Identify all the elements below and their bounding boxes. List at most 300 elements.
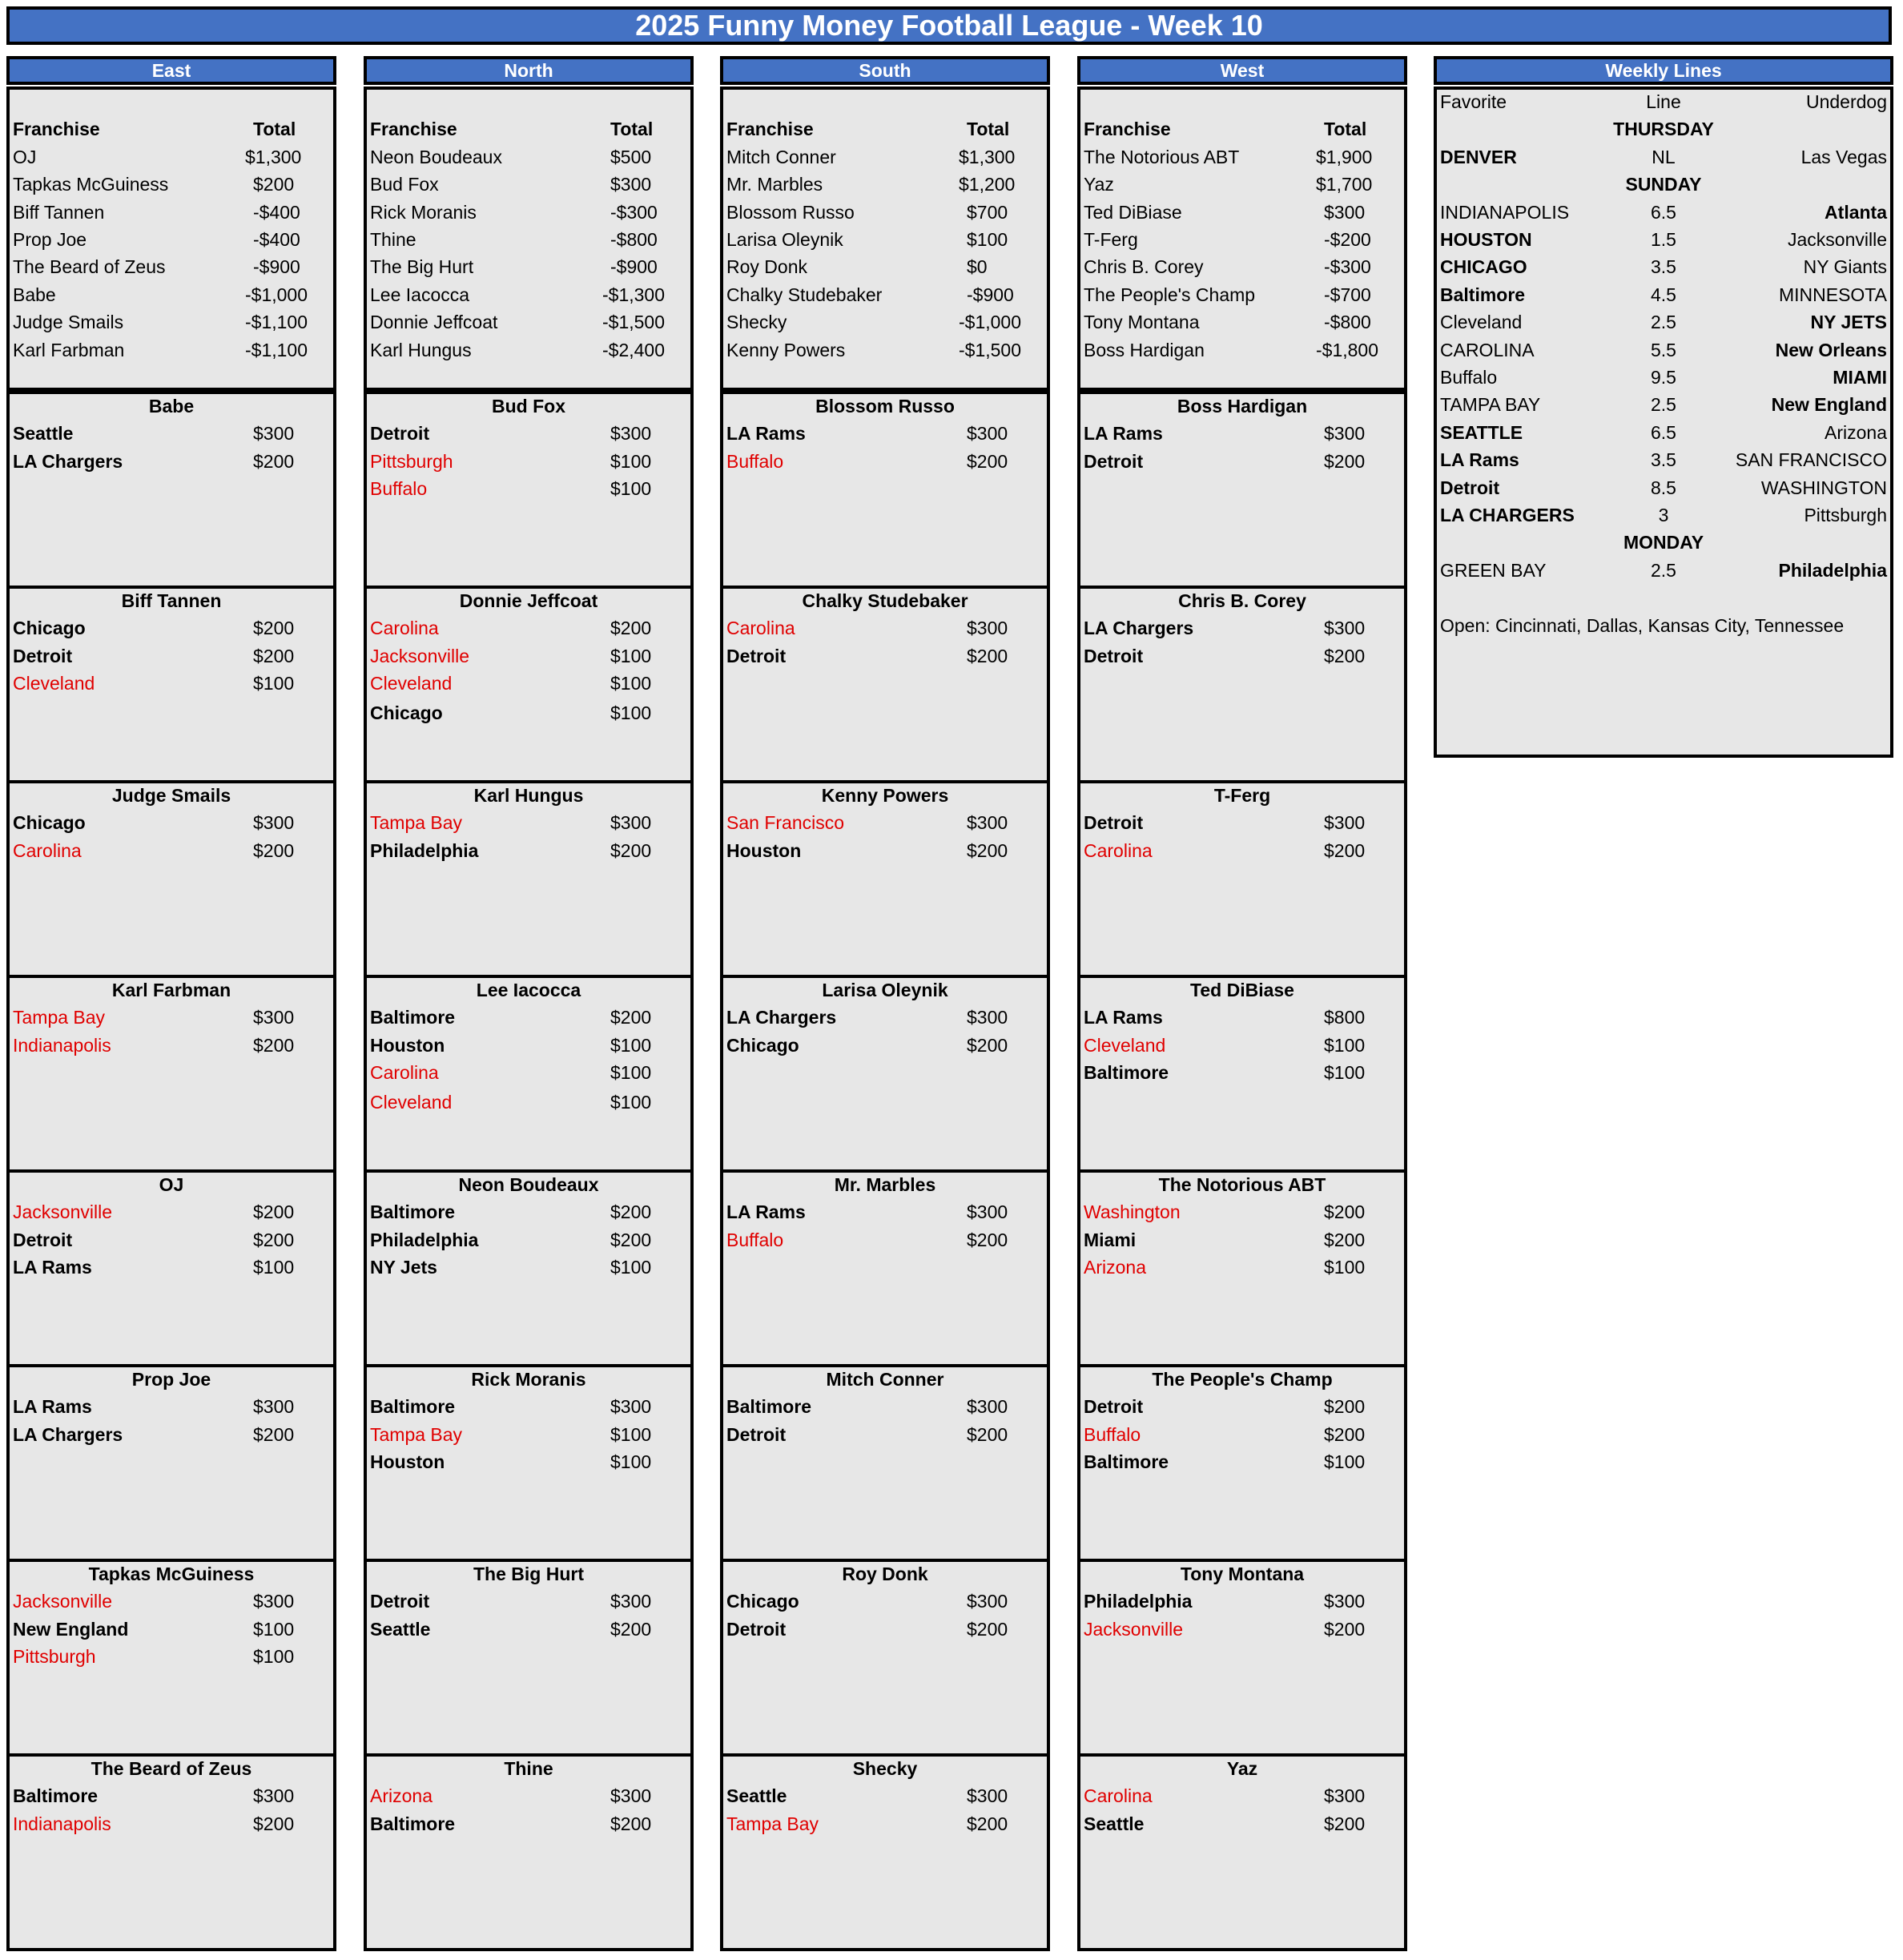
pick-row xyxy=(13,1616,333,1643)
franchise-card-title: Roy Donk xyxy=(842,1564,928,1584)
franchise-picks-card xyxy=(1077,780,1407,978)
franchise-card-title: Larisa Oleynik xyxy=(822,980,948,1000)
franchise-name: Blossom Russo xyxy=(726,201,855,223)
franchise-picks-card xyxy=(1077,1559,1407,1757)
division-header: East xyxy=(6,56,336,85)
pick-team: Detroit xyxy=(1084,450,1144,472)
point-spread: 6.5 xyxy=(1651,201,1676,223)
standings-row xyxy=(370,336,690,364)
pick-row xyxy=(1084,1782,1404,1809)
franchise-picks-card xyxy=(1077,975,1407,1173)
pick-row xyxy=(370,1198,690,1226)
pick-row xyxy=(726,1782,1047,1809)
pick-row xyxy=(13,1588,333,1615)
franchise-name: Ted DiBiase xyxy=(1084,201,1182,223)
pick-row xyxy=(13,1004,333,1031)
franchise-picks-card xyxy=(364,1559,694,1757)
weekly-lines-table xyxy=(1434,87,1893,758)
pick-row xyxy=(726,1004,1047,1031)
underdog-column-header: Underdog xyxy=(1805,91,1887,112)
franchise-name: Chris B. Corey xyxy=(1084,256,1204,278)
pick-amount: $300 xyxy=(253,812,295,834)
pick-row xyxy=(1084,642,1404,670)
division-column-east xyxy=(6,56,336,1948)
pick-team: Cleveland xyxy=(1084,1034,1166,1056)
point-spread: 3.5 xyxy=(1651,256,1676,278)
standings-row xyxy=(13,308,333,336)
pick-team: LA Chargers xyxy=(726,1007,837,1028)
pick-amount: $300 xyxy=(967,1007,1008,1028)
pick-row xyxy=(1084,809,1404,836)
point-spread: NL xyxy=(1652,146,1676,167)
pick-row xyxy=(13,1782,333,1809)
division-column-south xyxy=(720,56,1050,1948)
game-line-row xyxy=(1440,253,1887,280)
pick-amount: $300 xyxy=(967,1201,1008,1223)
franchise-name: The Notorious ABT xyxy=(1084,146,1240,167)
pick-amount: $100 xyxy=(1324,1257,1366,1278)
pick-amount: $100 xyxy=(1324,1062,1366,1084)
pick-team: Baltimore xyxy=(370,1201,456,1223)
point-spread: 5.5 xyxy=(1651,339,1676,360)
pick-team: Chicago xyxy=(370,702,443,723)
favorite-team: LA CHARGERS xyxy=(1440,505,1575,525)
pick-amount: $300 xyxy=(1324,812,1366,834)
pick-row xyxy=(370,1393,690,1420)
franchise-name: The People's Champ xyxy=(1084,284,1256,305)
pick-row xyxy=(1084,1393,1404,1420)
pick-amount: $200 xyxy=(253,1201,295,1223)
pick-row xyxy=(1084,1032,1404,1059)
franchise-card-title: Tony Montana xyxy=(1180,1564,1305,1584)
franchise-name: T-Ferg xyxy=(1084,229,1138,250)
total-column-header: Total xyxy=(1324,119,1367,140)
franchise-name: Prop Joe xyxy=(13,229,87,250)
franchise-total: -$1,500 xyxy=(602,312,666,333)
pick-amount: $100 xyxy=(610,450,652,472)
pick-row xyxy=(13,1226,333,1254)
pick-row xyxy=(13,642,333,670)
point-spread: 6.5 xyxy=(1651,421,1676,443)
pick-row xyxy=(726,1226,1047,1254)
underdog-team: NY Giants xyxy=(1803,256,1887,278)
franchise-card-title: Bud Fox xyxy=(492,396,565,417)
franchise-total: -$900 xyxy=(610,256,658,278)
underdog-team: Jacksonville xyxy=(1788,229,1887,250)
franchise-name: Boss Hardigan xyxy=(1084,339,1205,360)
franchise-total: $1,900 xyxy=(1316,146,1373,167)
pick-team: Pittsburgh xyxy=(370,450,453,472)
franchise-picks-card xyxy=(364,1364,694,1562)
page-title: 2025 Funny Money Football League - Week 10 xyxy=(6,6,1892,45)
franchise-total: -$400 xyxy=(253,201,300,223)
pick-amount: $300 xyxy=(967,1785,1008,1807)
franchise-total: -$400 xyxy=(253,229,300,250)
pick-amount: $200 xyxy=(1324,1813,1366,1834)
pick-row xyxy=(726,1032,1047,1059)
pick-team: Buffalo xyxy=(726,1229,784,1250)
underdog-team: Atlanta xyxy=(1825,201,1887,223)
point-spread: 2.5 xyxy=(1651,394,1676,416)
weekly-lines-header: Weekly Lines xyxy=(1434,56,1893,85)
pick-row xyxy=(1084,1810,1404,1837)
pick-amount: $200 xyxy=(610,618,652,639)
pick-amount: $300 xyxy=(610,423,652,445)
pick-row xyxy=(726,1393,1047,1420)
pick-team: Philadelphia xyxy=(1084,1591,1193,1612)
pick-team: Seattle xyxy=(370,1618,431,1640)
pick-team: Carolina xyxy=(1084,1785,1153,1807)
pick-team: Washington xyxy=(1084,1201,1181,1223)
pick-row xyxy=(13,1254,333,1281)
standings-row xyxy=(726,143,1047,171)
franchise-card-title: T-Ferg xyxy=(1213,785,1271,806)
pick-amount: $200 xyxy=(967,645,1008,666)
franchise-card-title: Mitch Conner xyxy=(826,1369,944,1390)
pick-amount: $300 xyxy=(253,1396,295,1418)
pick-team: Miami xyxy=(1084,1229,1137,1250)
standings-row xyxy=(1084,143,1404,171)
pick-amount: $100 xyxy=(1324,1451,1366,1473)
franchise-picks-card xyxy=(6,391,336,589)
pick-team: Detroit xyxy=(1084,812,1144,834)
pick-amount: $300 xyxy=(967,812,1008,834)
pick-row xyxy=(1084,1448,1404,1475)
pick-team: Philadelphia xyxy=(370,1229,479,1250)
pick-row xyxy=(13,1421,333,1448)
franchise-picks-card xyxy=(720,1559,1050,1757)
pick-amount: $300 xyxy=(610,812,652,834)
franchise-total: -$2,400 xyxy=(602,339,666,360)
franchise-card-title: Kenny Powers xyxy=(821,785,949,806)
pick-team: Baltimore xyxy=(370,1813,456,1834)
standings-table xyxy=(720,87,1050,391)
franchise-card-title: Rick Moranis xyxy=(471,1369,586,1390)
total-column-header: Total xyxy=(253,119,296,140)
franchise-picks-card xyxy=(720,391,1050,589)
standings-row xyxy=(370,226,690,253)
pick-team: Philadelphia xyxy=(370,839,479,861)
standings-row xyxy=(726,226,1047,253)
pick-row xyxy=(1084,1004,1404,1031)
franchise-total: -$800 xyxy=(610,229,658,250)
franchise-picks-card xyxy=(1077,586,1407,783)
game-line-row xyxy=(1440,501,1887,529)
pick-team: LA Chargers xyxy=(13,450,123,472)
point-spread: 8.5 xyxy=(1651,477,1676,498)
underdog-team: Arizona xyxy=(1825,421,1887,443)
pick-team: Seattle xyxy=(13,423,74,445)
pick-amount: $100 xyxy=(610,645,652,666)
franchise-picks-card xyxy=(364,1169,694,1367)
franchise-total: -$1,100 xyxy=(245,312,308,333)
favorite-team: HOUSTON xyxy=(1440,229,1532,250)
game-line-row xyxy=(1440,364,1887,391)
standings-row xyxy=(370,281,690,308)
pick-amount: $200 xyxy=(1324,839,1366,861)
franchise-name: Lee Iacocca xyxy=(370,284,470,305)
pick-row xyxy=(370,448,690,475)
pick-amount: $300 xyxy=(610,1591,652,1612)
pick-row xyxy=(370,1032,690,1059)
pick-row xyxy=(13,809,333,836)
pick-amount: $300 xyxy=(253,423,295,445)
point-spread: 9.5 xyxy=(1651,367,1676,388)
franchise-picks-card xyxy=(364,586,694,783)
point-spread: 3.5 xyxy=(1651,449,1676,471)
line-column-header: Line xyxy=(1646,91,1681,112)
division-column-west xyxy=(1077,56,1407,1948)
standings-row xyxy=(370,253,690,280)
standings-row xyxy=(1084,199,1404,226)
franchise-total: $1,300 xyxy=(959,146,1016,167)
pick-row xyxy=(726,1421,1047,1448)
franchise-picks-card xyxy=(720,975,1050,1173)
game-line-row xyxy=(1440,391,1887,418)
standings-row xyxy=(13,171,333,198)
pick-amount: $200 xyxy=(1324,1618,1366,1640)
pick-row xyxy=(370,809,690,836)
standings-row xyxy=(370,143,690,171)
underdog-team: SAN FRANCISCO xyxy=(1735,449,1887,471)
pick-team: Indianapolis xyxy=(13,1034,111,1056)
pick-team: LA Rams xyxy=(13,1396,92,1418)
pick-row xyxy=(370,420,690,447)
franchise-card-title: Boss Hardigan xyxy=(1177,396,1308,417)
pick-amount: $200 xyxy=(1324,645,1366,666)
pick-row xyxy=(1084,1421,1404,1448)
pick-row xyxy=(1084,1226,1404,1254)
standings-row xyxy=(1084,308,1404,336)
pick-team: Detroit xyxy=(13,1229,73,1250)
franchise-card-title: Mr. Marbles xyxy=(834,1174,936,1195)
franchise-name: Roy Donk xyxy=(726,256,807,278)
pick-amount: $200 xyxy=(610,1007,652,1028)
franchise-total: -$900 xyxy=(967,284,1014,305)
division-header: South xyxy=(720,56,1050,85)
favorite-team: CHICAGO xyxy=(1440,256,1527,278)
pick-row xyxy=(370,1059,690,1086)
franchise-total: $1,300 xyxy=(245,146,302,167)
pick-team: Tampa Bay xyxy=(370,812,463,834)
franchise-picks-card xyxy=(6,1753,336,1951)
pick-team: LA Rams xyxy=(1084,423,1163,445)
pick-amount: $200 xyxy=(967,1813,1008,1834)
pick-amount: $200 xyxy=(610,1229,652,1250)
franchise-picks-card xyxy=(6,1559,336,1757)
franchise-card-title: Blossom Russo xyxy=(815,396,955,417)
underdog-team: MINNESOTA xyxy=(1778,284,1887,305)
favorite-team: INDIANAPOLIS xyxy=(1440,201,1570,223)
pick-row xyxy=(370,837,690,864)
franchise-name: The Beard of Zeus xyxy=(13,256,166,278)
pick-team: Detroit xyxy=(726,1423,787,1445)
franchise-name: Mitch Conner xyxy=(726,146,836,167)
point-spread: 2.5 xyxy=(1651,559,1676,581)
franchise-total: -$200 xyxy=(1324,229,1371,250)
pick-row xyxy=(726,420,1047,447)
franchise-total: -$1,000 xyxy=(245,284,308,305)
game-line-row xyxy=(1440,557,1887,584)
pick-row xyxy=(370,1089,690,1116)
favorite-team: LA Rams xyxy=(1440,449,1519,471)
franchise-total: $500 xyxy=(610,146,652,167)
pick-team: Carolina xyxy=(13,839,82,861)
pick-amount: $200 xyxy=(253,618,295,639)
pick-amount: $100 xyxy=(253,1646,295,1668)
franchise-name: Tapkas McGuiness xyxy=(13,174,169,195)
franchise-picks-card xyxy=(720,586,1050,783)
pick-row xyxy=(13,1393,333,1420)
franchise-picks-card xyxy=(1077,1753,1407,1951)
pick-team: Arizona xyxy=(370,1785,432,1807)
pick-amount: $200 xyxy=(610,1813,652,1834)
franchise-name: Neon Boudeaux xyxy=(370,146,502,167)
franchise-picks-card xyxy=(6,975,336,1173)
franchise-card-title: Neon Boudeaux xyxy=(458,1174,599,1195)
pick-amount: $100 xyxy=(610,702,652,723)
pick-row xyxy=(13,1643,333,1670)
franchise-card-title: Judge Smails xyxy=(111,785,231,806)
pick-team: Tampa Bay xyxy=(13,1007,106,1028)
total-column-header: Total xyxy=(967,119,1010,140)
franchise-picks-card xyxy=(720,1169,1050,1367)
pick-amount: $100 xyxy=(610,1062,652,1084)
pick-row xyxy=(726,809,1047,836)
pick-team: New England xyxy=(13,1618,129,1640)
pick-row xyxy=(370,1226,690,1254)
pick-amount: $300 xyxy=(967,1396,1008,1418)
pick-team: Detroit xyxy=(726,1618,787,1640)
pick-team: Pittsburgh xyxy=(13,1646,96,1668)
franchise-name: Tony Montana xyxy=(1084,312,1200,333)
franchise-total: $1,700 xyxy=(1316,174,1373,195)
pick-amount: $800 xyxy=(1324,1007,1366,1028)
franchise-name: Karl Farbman xyxy=(13,339,125,360)
franchise-name: Thine xyxy=(370,229,416,250)
franchise-total: -$700 xyxy=(1324,284,1371,305)
underdog-team: New Orleans xyxy=(1775,339,1887,360)
pick-team: Jacksonville xyxy=(370,645,469,666)
pick-team: Baltimore xyxy=(370,1007,456,1028)
day-heading: THURSDAY xyxy=(1613,119,1714,140)
franchise-name: Biff Tannen xyxy=(13,201,105,223)
pick-team: Jacksonville xyxy=(1084,1618,1183,1640)
franchise-picks-card xyxy=(6,1364,336,1562)
pick-amount: $100 xyxy=(253,1257,295,1278)
pick-amount: $300 xyxy=(253,1007,295,1028)
pick-team: LA Rams xyxy=(726,1201,806,1223)
franchise-total: -$300 xyxy=(1324,256,1371,278)
franchise-card-title: Shecky xyxy=(852,1758,918,1779)
franchise-card-title: Ted DiBiase xyxy=(1190,980,1294,1000)
franchise-picks-card xyxy=(364,1753,694,1951)
pick-amount: $300 xyxy=(610,1785,652,1807)
pick-amount: $300 xyxy=(1324,618,1366,639)
franchise-total: $700 xyxy=(967,201,1008,223)
pick-row xyxy=(370,1421,690,1448)
franchise-name: Babe xyxy=(13,284,56,305)
pick-amount: $200 xyxy=(1324,1423,1366,1445)
point-spread: 3 xyxy=(1658,505,1669,525)
franchise-card-title: Babe xyxy=(148,396,195,417)
pick-team: Houston xyxy=(370,1034,445,1056)
favorite-team: GREEN BAY xyxy=(1440,559,1547,581)
pick-team: Baltimore xyxy=(1084,1451,1169,1473)
division-header: West xyxy=(1077,56,1407,85)
pick-team: Buffalo xyxy=(726,450,784,472)
pick-team: Carolina xyxy=(370,1062,439,1084)
pick-amount: $100 xyxy=(610,1034,652,1056)
pick-row xyxy=(726,1588,1047,1615)
open-teams-note: Open: Cincinnati, Dallas, Kansas City, Tennessee xyxy=(1440,614,1845,636)
franchise-card-title: The Beard of Zeus xyxy=(91,1758,252,1779)
favorite-team: DENVER xyxy=(1440,146,1517,167)
pick-row xyxy=(370,1810,690,1837)
pick-team: LA Rams xyxy=(1084,1007,1163,1028)
standings-row xyxy=(13,336,333,364)
pick-row xyxy=(1084,1198,1404,1226)
pick-amount: $300 xyxy=(1324,1591,1366,1612)
franchise-name: Mr. Marbles xyxy=(726,174,823,195)
standings-row xyxy=(1084,336,1404,364)
game-line-row xyxy=(1440,474,1887,501)
pick-team: Detroit xyxy=(726,645,787,666)
pick-amount: $200 xyxy=(967,1618,1008,1640)
franchise-card-title: OJ xyxy=(159,1174,184,1195)
franchise-card-title: Tapkas McGuiness xyxy=(88,1564,255,1584)
franchise-name: Donnie Jeffcoat xyxy=(370,312,498,333)
standings-row xyxy=(726,336,1047,364)
underdog-team: WASHINGTON xyxy=(1760,477,1887,498)
favorite-team: Buffalo xyxy=(1440,367,1498,388)
pick-team: Detroit xyxy=(1084,645,1144,666)
standings-row xyxy=(13,143,333,171)
franchise-card-title: The Notorious ABT xyxy=(1158,1174,1326,1195)
franchise-column-header: Franchise xyxy=(1084,119,1171,140)
pick-amount: $300 xyxy=(1324,423,1366,445)
franchise-name: Chalky Studebaker xyxy=(726,284,883,305)
franchise-total: $300 xyxy=(1324,201,1366,223)
pick-team: Carolina xyxy=(726,618,795,639)
franchise-name: Shecky xyxy=(726,312,787,333)
franchise-total: $0 xyxy=(967,256,988,278)
pick-amount: $100 xyxy=(610,1423,652,1445)
franchise-name: Rick Moranis xyxy=(370,201,477,223)
franchise-card-title: Karl Hungus xyxy=(473,785,584,806)
pick-row xyxy=(13,448,333,475)
franchise-total: -$1,000 xyxy=(959,312,1022,333)
pick-team: Detroit xyxy=(1084,1396,1144,1418)
favorite-team: Baltimore xyxy=(1440,284,1526,305)
franchise-picks-card xyxy=(364,975,694,1173)
pick-amount: $200 xyxy=(967,450,1008,472)
franchise-name: Judge Smails xyxy=(13,312,124,333)
pick-team: Seattle xyxy=(726,1785,787,1807)
pick-amount: $200 xyxy=(967,1034,1008,1056)
pick-amount: $100 xyxy=(610,478,652,500)
franchise-card-title: The People's Champ xyxy=(1152,1369,1333,1390)
franchise-total: $100 xyxy=(967,229,1008,250)
franchise-total: -$300 xyxy=(610,201,658,223)
underdog-team: New England xyxy=(1771,394,1887,416)
franchise-picks-card xyxy=(364,780,694,978)
pick-amount: $200 xyxy=(1324,1201,1366,1223)
pick-team: LA Chargers xyxy=(1084,618,1194,639)
pick-amount: $200 xyxy=(967,1423,1008,1445)
franchise-picks-card xyxy=(1077,1169,1407,1367)
pick-row xyxy=(726,1198,1047,1226)
